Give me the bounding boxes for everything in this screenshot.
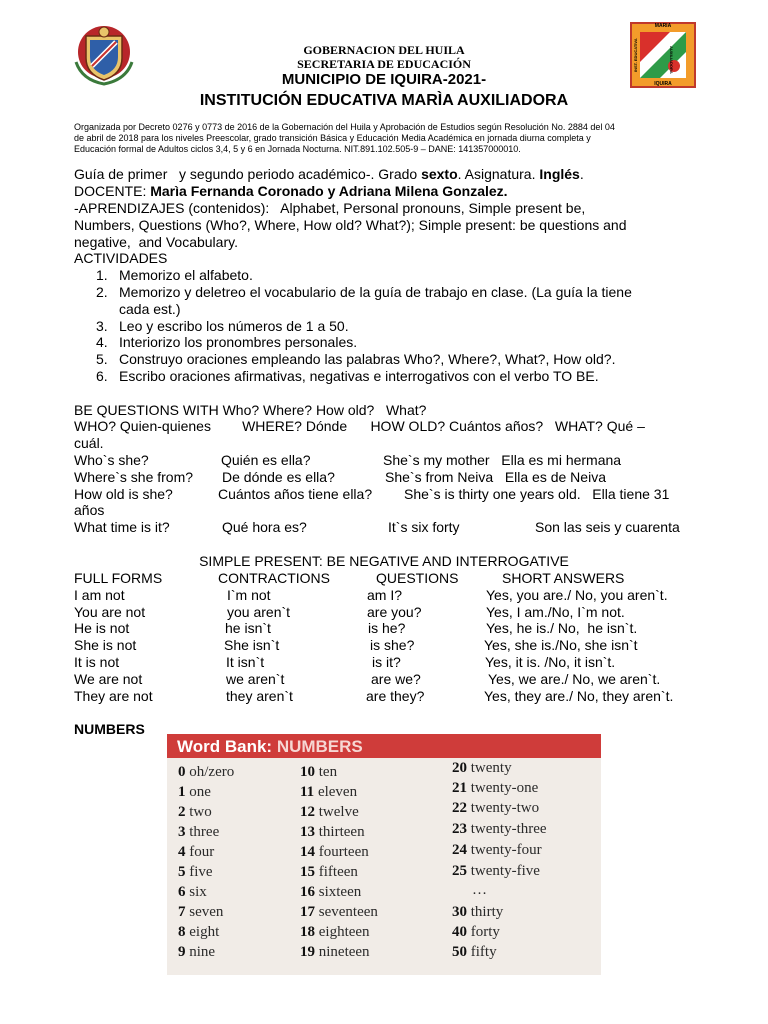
word-bank-subtitle: NUMBERS [276,737,363,756]
table-cell: I am not [74,587,125,603]
number-entry: 24 twenty-four [452,842,542,858]
activity-text: Memorizo el alfabeto. [119,267,253,283]
number-entry: 10 ten [300,764,338,780]
number-entry: 15 fifteen [300,864,358,880]
question-answer: It`s six forty [388,519,460,535]
number-entry: 3 three [178,824,220,840]
table-header: SHORT ANSWERS [502,570,625,586]
question-answer: She`s my mother Ella es mi hermana [383,452,622,468]
question-answer-cont: años [74,502,105,518]
question-answer: She`s is thirty one years old. Ella tiene 31 [404,486,670,502]
questions-title: BE QUESTIONS WITH Who? Where? How old? What? [74,402,427,418]
word-bank-title: Word Bank: NUMBERS [177,737,363,756]
table-header: FULL FORMS [74,570,163,586]
table-cell: Yes, I am./No, I`m not. [486,604,625,620]
activity-text: Interiorizo los pronombres personales. [119,334,358,350]
decree-line: Organizada por Decreto 0276 y 0773 de 2016 de la Gobernación del Huila y Aprobación de Estudios según Resolución No. 2884 del 04 [74,122,615,132]
activity-number: 1. [96,267,108,283]
number-entry: 18 eighteen [300,924,370,940]
table-cell: Yes, it is. /No, it isn`t. [485,654,616,670]
numbers-label: NUMBERS [74,721,145,737]
number-entry: 20 twenty [452,760,512,776]
subject: Inglés [539,166,580,182]
table-cell: they aren`t [226,688,293,704]
question-en: How old is she? [74,486,173,502]
question-es: Quién es ella? [221,452,311,468]
table-header: QUESTIONS [376,570,459,586]
table-cell: Yes, you are./ No, you aren`t. [486,587,668,603]
number-entry: 4 four [178,844,215,860]
word-bank-header [167,734,601,758]
decree-line: de abril de 2018 para los niveles Preescolar, grado transición Básica y Educación Media Académica en jornada diurna completa y [74,133,591,143]
number-entry: 11 eleven [300,784,358,800]
question-answer-es: Son las seis y cuarenta [535,519,680,535]
activity-number: 6. [96,368,108,384]
number-entry: 9 nine [178,944,216,960]
header-secretaria: SECRETARIA DE EDUCACIÓN [297,57,471,71]
activity-number: 2. [96,284,108,300]
question-es: Qué hora es? [222,519,307,535]
decree-line: Educación formal de Adultos ciclos 3,4, 5 y 6 en Jornada Nocturna. NIT.891.102.505-9 – DANE: 141357000010. [74,144,521,154]
table-cell: are they? [366,688,425,704]
number-entry: 30 thirty [452,904,504,920]
activity-text: Leo y escribo los números de 1 a 50. [119,318,349,334]
table-cell: She isn`t [224,637,280,653]
table-cell: She is not [74,637,137,653]
table-cell: he isn`t [225,620,271,636]
table-cell: am I? [367,587,403,603]
number-entry: 22 twenty-two [452,800,540,816]
number-entry: 12 twelve [300,804,359,820]
table-cell: are we? [371,671,421,687]
number-entry: 19 nineteen [300,944,370,960]
table-cell: It is not [74,654,120,670]
logo-text-left: INST. EDUCATIVA [633,38,638,72]
table-cell: Yes, he is./ No, he isn`t. [486,620,638,636]
teacher-names: Marìa Fernanda Coronado y Adriana Milena Gonzalez. [150,183,508,199]
questions-translation: WHO? Quien-quienes WHERE? Dónde HOW OLD? Cuántos años? WHAT? Qué – [74,418,645,434]
table-cell: He is not [74,620,130,636]
teacher-line: DOCENTE: Marìa Fernanda Coronado y Adriana Milena Gonzalez. [74,183,508,199]
table-cell: Yes, they are./ No, they aren`t. [484,688,674,704]
table-cell: You are not [74,604,146,620]
table-cell: They are not [74,688,153,704]
table-cell: is he? [368,620,406,636]
logo-text-top: MARIA [654,23,672,29]
learning-line: -APRENDIZAJES (contenidos): Alphabet, Personal pronouns, Simple present be, [74,200,586,216]
activity-text: cada est.) [119,301,181,317]
table-cell: Yes, she is./No, she isn`t [484,637,638,653]
table-cell: are you? [367,604,422,620]
number-entry: 7 seven [178,904,224,920]
activity-number: 5. [96,351,108,367]
header-municipio: MUNICIPIO DE IQUIRA-2021- [281,71,487,88]
number-entry: 14 fourteen [300,844,369,860]
word-bank-image [167,734,601,975]
number-entry: 8 eight [178,924,220,940]
activity-text: Memorizo y deletreo el vocabulario de la guía de trabajo en clase. (La guía la tiene [119,284,632,300]
table-cell: Yes, we are./ No, we aren`t. [488,671,661,687]
activity-text: Escribo oraciones afirmativas, negativas e interrogativos con el verbo TO BE. [119,368,599,384]
number-entry: 17 seventeen [300,904,378,920]
table-cell: We are not [74,671,143,687]
question-en: What time is it? [74,519,170,535]
learning-line: Numbers, Questions (Who?, Where, How old? What?); Simple present: be questions and [74,217,627,233]
number-entry: 0 oh/zero [178,764,235,780]
table-header: CONTRACTIONS [218,570,330,586]
number-entry: 40 forty [452,924,500,940]
number-entry: 2 two [178,804,212,820]
question-en: Where`s she from? [74,469,194,485]
header-institucion: INSTITUCIÓN EDUCATIVA MARÌA AUXILIADORA [199,92,569,109]
activity-number: 3. [96,318,108,334]
number-entry: 1 one [178,784,211,800]
table-cell: I`m not [227,587,271,603]
activity-text: Construyo oraciones empleando las palabras Who?, Where?, What?, How old?. [119,351,616,367]
table-cell: you aren`t [227,604,291,620]
number-entry: 13 thirteen [300,824,365,840]
simple-present-title: SIMPLE PRESENT: BE NEGATIVE AND INTERROGATIVE [199,553,569,569]
guide-line: Guía de primer y segundo periodo académico-. Grado sexto. Asignatura. Inglés. [74,166,584,182]
number-entry: 50 fifty [452,944,497,960]
decree-text [74,122,694,155]
question-answer: She`s from Neiva Ella es de Neiva [385,469,606,485]
grade: sexto [421,166,458,182]
questions-translation: cuál. [74,435,104,451]
number-ellipsis: … [472,882,487,898]
question-es: Cuántos años tiene ella? [218,486,373,502]
header-gobernacion: GOBERNACION DEL HUILA [303,43,465,57]
logo-text-right: AUXILIADORA [669,46,674,74]
number-entry: 21 twenty-one [452,780,539,796]
question-es: De dónde es ella? [222,469,335,485]
activities-title: ACTIVIDADES [74,250,168,266]
learning-line: negative, and Vocabulary. [74,234,238,250]
logo-text-bottom: IQUIRA [654,81,672,87]
table-cell: we aren`t [226,671,285,687]
number-entry: 5 five [178,864,213,880]
number-entry: 6 six [178,884,207,900]
table-cell: is it? [372,654,401,670]
number-entry: 23 twenty-three [452,821,547,837]
table-cell: It isn`t [226,654,265,670]
question-en: Who`s she? [74,452,149,468]
table-cell: is she? [370,637,415,653]
number-entry: 25 twenty-five [452,863,540,879]
activity-number: 4. [96,334,108,350]
number-entry: 16 sixteen [300,884,362,900]
